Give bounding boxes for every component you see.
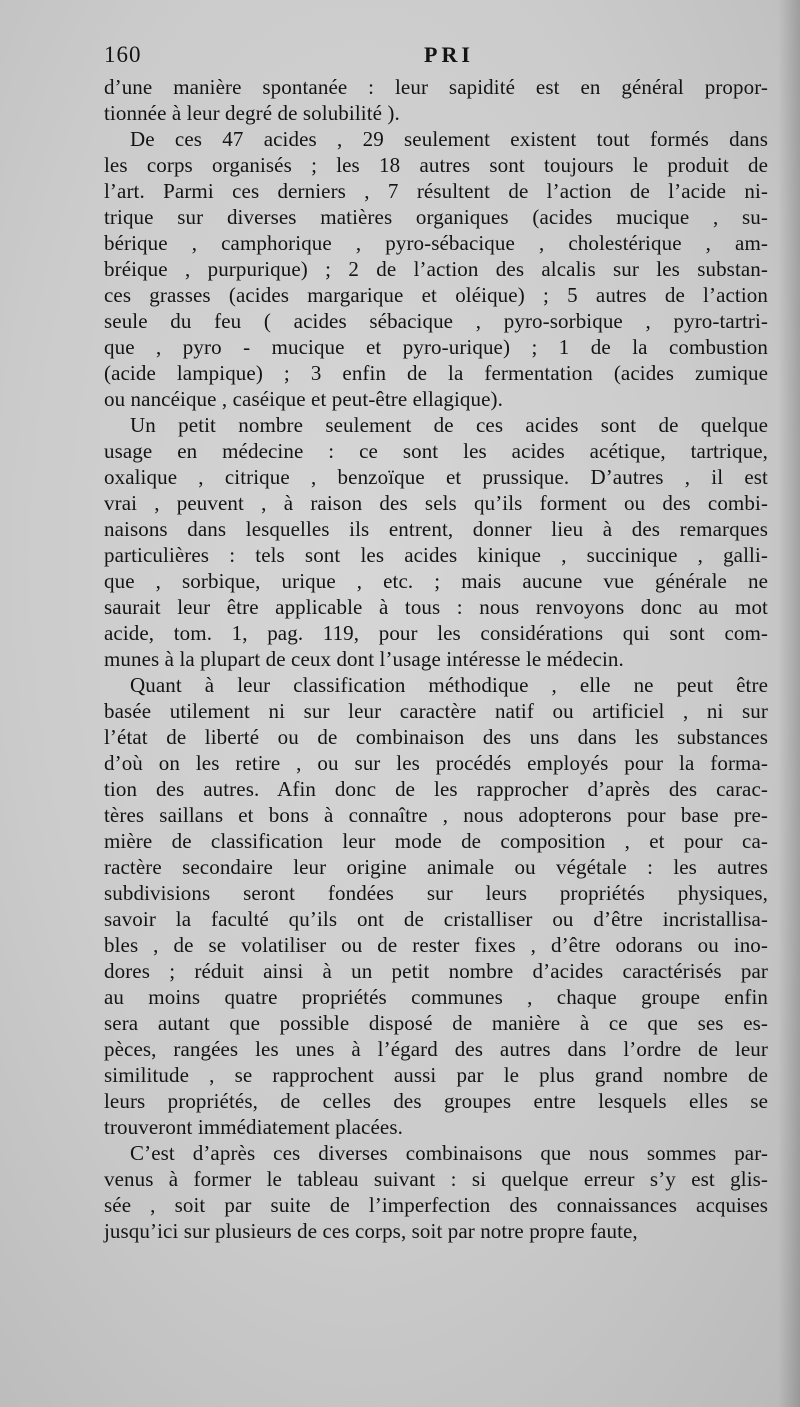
text-line: au moins quatre propriétés communes , chaque groupe enfin bbox=[104, 985, 768, 1009]
paragraph bbox=[104, 74, 768, 126]
text-line: ractère secondaire leur origine animale ou végétale : les autres bbox=[104, 855, 768, 879]
text-line: ou nancéique , caséique et peut-être ellagique). bbox=[104, 387, 503, 411]
text-line: seule du feu ( acides sébacique , pyro-sorbique , pyro-tartri- bbox=[104, 309, 768, 333]
text-line: C’est d’après ces diverses combinaisons que nous sommes par- bbox=[130, 1141, 768, 1165]
page-edge-shadow bbox=[778, 0, 800, 1407]
text-line: bréique , purpurique) ; 2 de l’action des alcalis sur les substan- bbox=[104, 257, 768, 281]
page-header bbox=[104, 42, 768, 72]
text-line: sée , soit par suite de l’imperfection des connaissances acquises bbox=[104, 1193, 768, 1217]
text-line: basée utilement ni sur leur caractère natif ou artificiel , ni sur bbox=[104, 699, 768, 723]
text-line: que , sorbique, urique , etc. ; mais aucune vue générale ne bbox=[104, 569, 768, 593]
text-line: tion des autres. Afin donc de les rapprocher d’après des carac- bbox=[104, 777, 768, 801]
text-line: ces grasses (acides margarique et oléique) ; 5 autres de l’action bbox=[104, 283, 768, 307]
text-line: trouveront immédiatement placées. bbox=[104, 1115, 403, 1139]
text-line: munes à la plupart de ceux dont l’usage intéresse le médecin. bbox=[104, 647, 624, 671]
text-line: similitude , se rapprochent aussi par le plus grand nombre de bbox=[104, 1063, 768, 1087]
text-line: venus à former le tableau suivant : si quelque erreur s’y est glis- bbox=[104, 1167, 768, 1191]
text-line: saurait leur être applicable à tous : nous renvoyons donc au mot bbox=[104, 595, 768, 619]
text-line: acide, tom. 1, pag. 119, pour les considérations qui sont com- bbox=[104, 621, 768, 645]
running-head: PRI bbox=[424, 42, 474, 67]
paragraph bbox=[104, 412, 768, 672]
text-line: bles , de se volatiliser ou de rester fixes , d’être odorans ou ino- bbox=[104, 933, 768, 957]
text-line: pèces, rangées les unes à l’égard des autres dans l’ordre de leur bbox=[104, 1037, 768, 1061]
text-line: oxalique , citrique , benzoïque et prussique. D’autres , il est bbox=[104, 465, 768, 489]
body-text bbox=[104, 74, 768, 1244]
paragraph bbox=[104, 672, 768, 1140]
text-line: bérique , camphorique , pyro-sébacique , cholestérique , am- bbox=[104, 231, 768, 255]
text-line: jusqu’ici sur plusieurs de ces corps, soit par notre propre faute, bbox=[104, 1219, 638, 1243]
page-number: 160 bbox=[104, 42, 142, 67]
text-line: tères saillans et bons à connaître , nous adopterons pour base pre- bbox=[104, 803, 768, 827]
text-line: De ces 47 acides , 29 seulement existent tout formés dans bbox=[130, 127, 768, 151]
paragraph bbox=[104, 1140, 768, 1244]
text-line: Quant à leur classification méthodique , elle ne peut être bbox=[130, 673, 768, 697]
text-line: l’art. Parmi ces derniers , 7 résultent de l’action de l’acide ni- bbox=[104, 179, 768, 203]
text-line: les corps organisés ; les 18 autres sont toujours le produit de bbox=[104, 153, 768, 177]
text-line: trique sur diverses matières organiques (acides mucique , su- bbox=[104, 205, 768, 229]
text-line: (acide lampique) ; 3 enfin de la fermentation (acides zumique bbox=[104, 361, 768, 385]
text-line: sera autant que possible disposé de manière à ce que ses es- bbox=[104, 1011, 768, 1035]
text-line: d’une manière spontanée : leur sapidité est en général propor- bbox=[104, 75, 768, 99]
text-line: tionnée à leur degré de solubilité ). bbox=[104, 101, 400, 125]
text-line: leurs propriétés, de celles des groupes entre lesquels elles se bbox=[104, 1089, 768, 1113]
text-line: mière de classification leur mode de composition , et pour ca- bbox=[104, 829, 768, 853]
text-line: subdivisions seront fondées sur leurs propriétés physiques, bbox=[104, 881, 768, 905]
text-line: usage en médecine : ce sont les acides acétique, tartrique, bbox=[104, 439, 768, 463]
text-line: l’état de liberté ou de combinaison des uns dans les substances bbox=[104, 725, 768, 749]
text-line: Un petit nombre seulement de ces acides sont de quelque bbox=[130, 413, 768, 437]
text-line: dores ; réduit ainsi à un petit nombre d’acides caractérisés par bbox=[104, 959, 768, 983]
text-line: que , pyro - mucique et pyro-urique) ; 1 de la combustion bbox=[104, 335, 768, 359]
text-line: vrai , peuvent , à raison des sels qu’ils forment ou des combi- bbox=[104, 491, 768, 515]
text-line: naisons dans lesquelles ils entrent, donner lieu à des remarques bbox=[104, 517, 768, 541]
text-line: particulières : tels sont les acides kinique , succinique , galli- bbox=[104, 543, 768, 567]
paragraph bbox=[104, 126, 768, 412]
text-line: savoir la faculté qu’ils ont de cristalliser ou d’être incristallisa- bbox=[104, 907, 768, 931]
text-line: d’où on les retire , ou sur les procédés employés pour la forma- bbox=[104, 751, 768, 775]
